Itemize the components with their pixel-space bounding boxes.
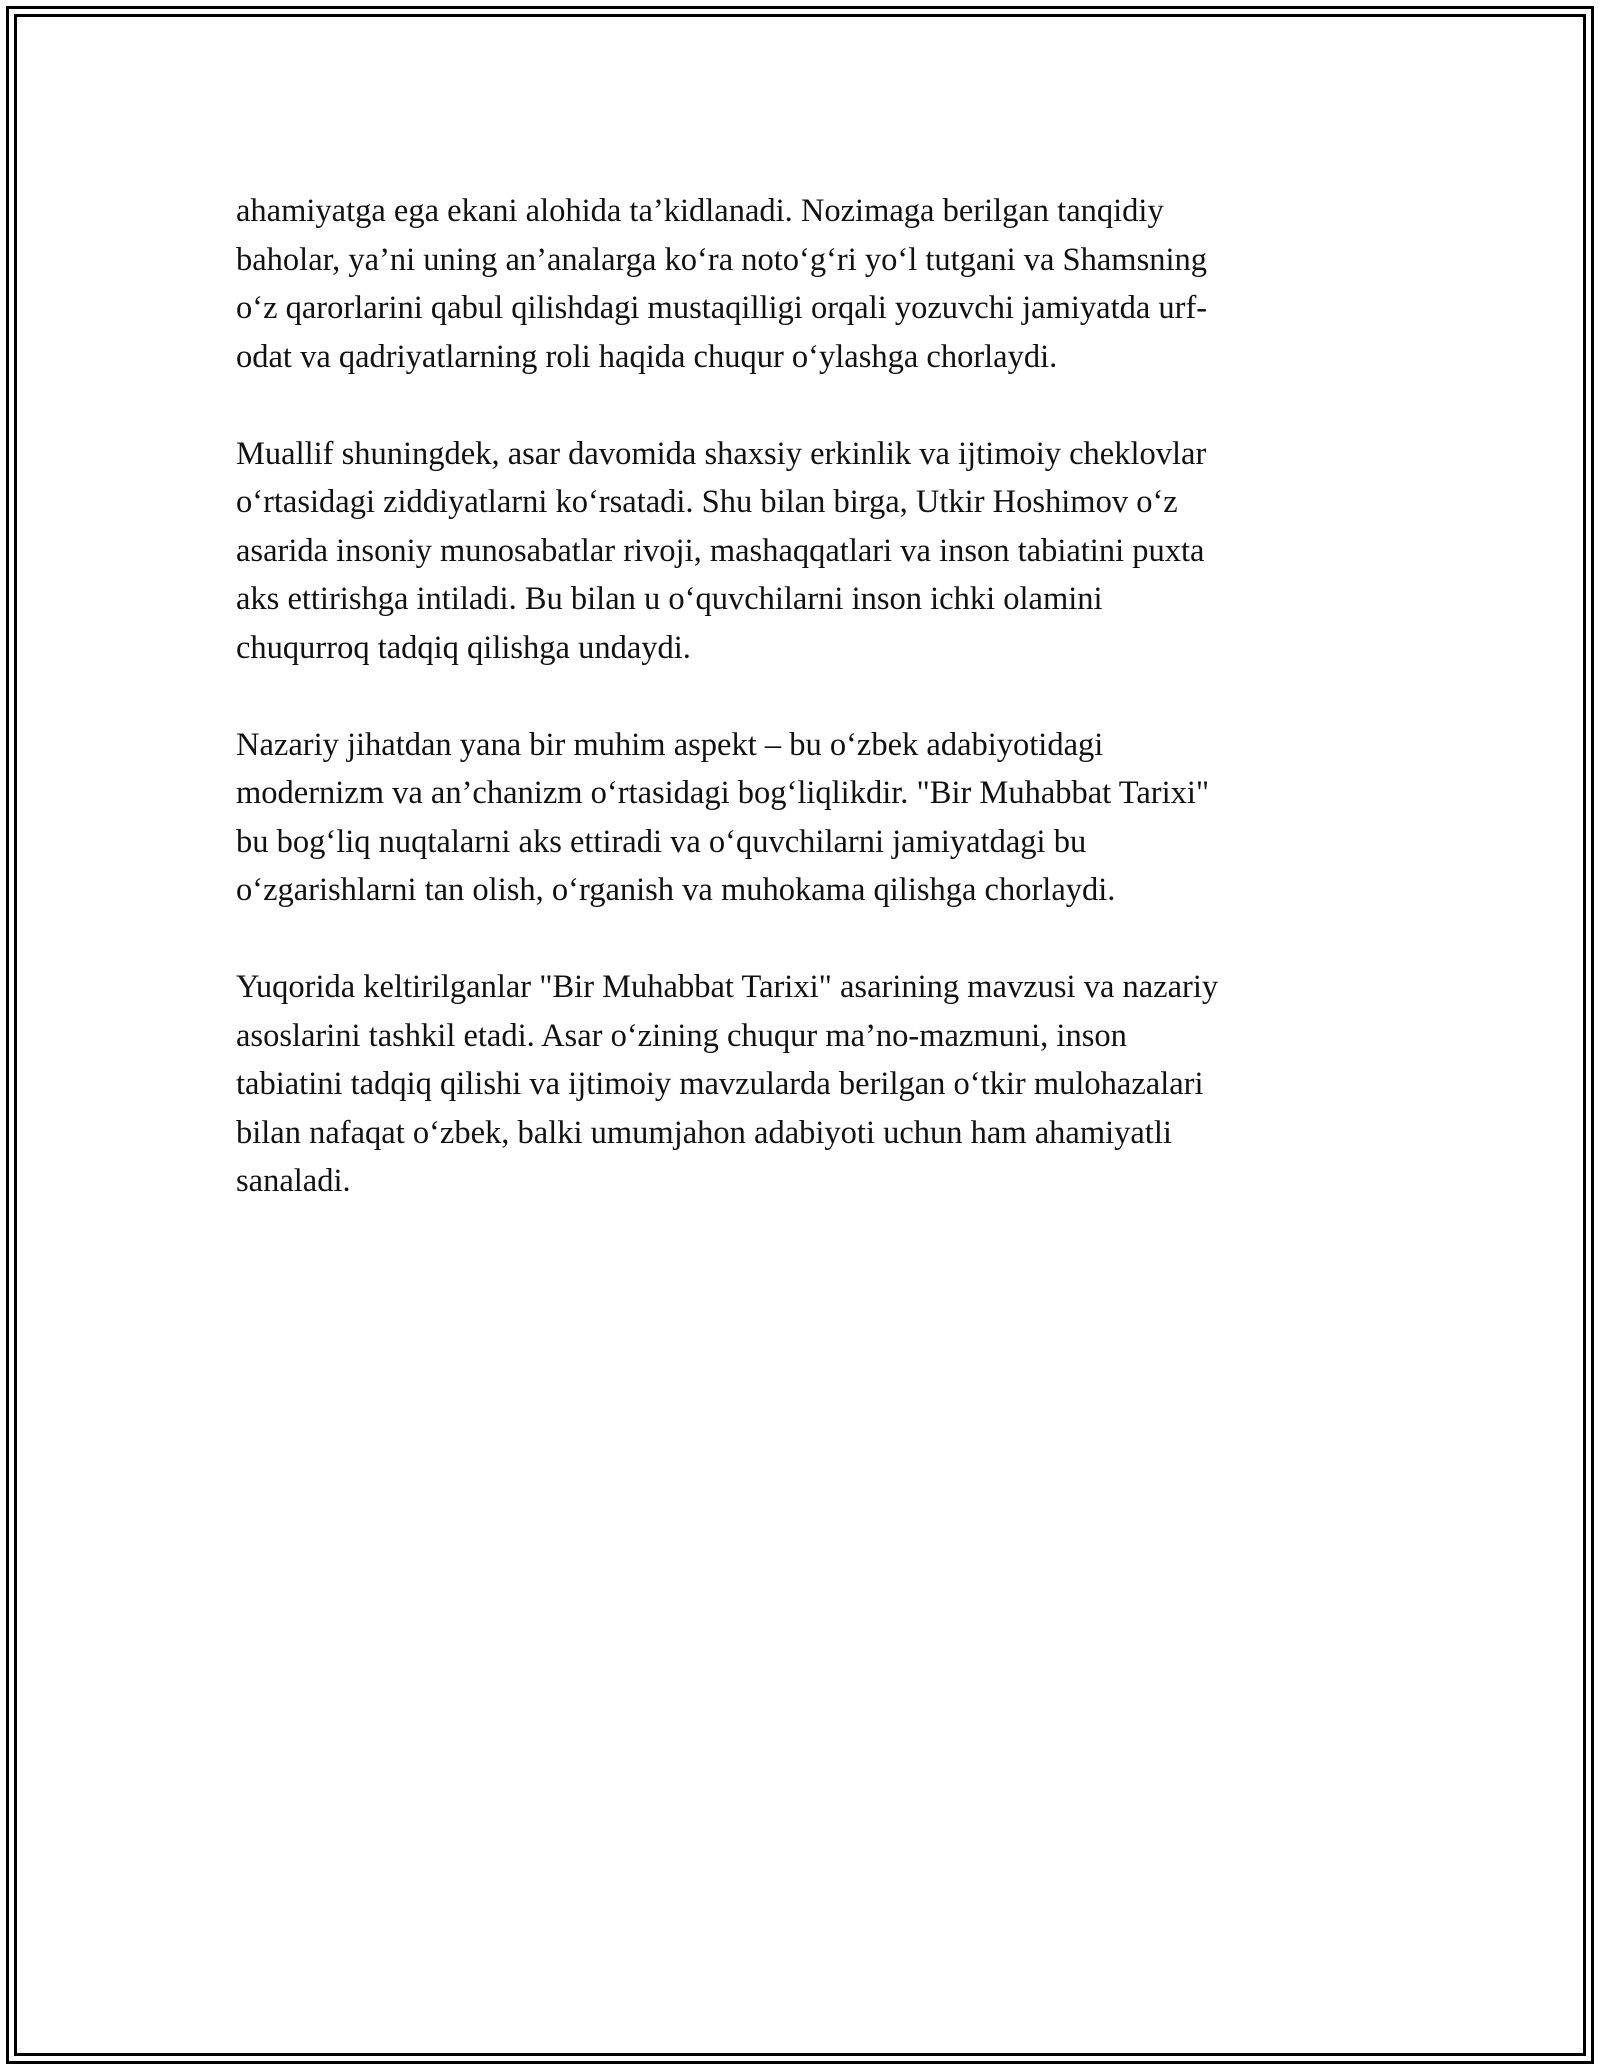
document-body: [236, 187, 1372, 1254]
paragraph-3: Nazariy jihatdan yana bir muhim aspekt – bu o‘zbek adabiyotidagi modernizm va an’chanizm o‘rtasidagi bog‘liqlikdir. "Bir Muhabbat Tarixi" bu bog‘liq nuqtalarni aks ettiradi va o‘quvchilarni jamiyatdagi bu o‘zgarishlarni tan olish, o‘rganish va muhokama qilishga chorlaydi.: [236, 726, 1210, 908]
paragraph-1: ahamiyatga ega ekani alohida ta’kidlanadi. Nozimaga berilgan tanqidiy baholar, ya’ni uning an’analarga ko‘ra noto‘g‘ri yo‘l tutgani va Shamsning o‘z qarorlarini qabul qilishdagi mustaqilligi orqali yozuvchi jamiyatda urf- odat va qadriyatlarning roli haqida chuqur o‘ylashga chorlaydi.: [236, 193, 1208, 375]
paragraph-4: Yuqorida keltirilganlar "Bir Muhabbat Tarixi" asarining mavzusi va nazariy asoslarini tashkil etadi. Asar o‘zining chuqur ma’no-mazmuni, inson tabiatini tadqiq qilishi va ijtimoiy mavzularda berilgan o‘tkir mulohazalari bilan nafaqat o‘zbek, balki umumjahon adabiyoti uchun ham ahamiyatli sanaladi.: [236, 969, 1219, 1199]
paragraph-2: Muallif shuningdek, asar davomida shaxsiy erkinlik va ijtimoiy cheklovlar o‘rtasidagi ziddiyatlarni ko‘rsatadi. Shu bilan birga, Utkir Hoshimov o‘z asarida insoniy munosabatlar rivoji, mashaqqatlari va inson tabiatini puxta aks ettirishga intiladi. Bu bilan u o‘quvchilarni inson ichki olamini chuqurroq tadqiq qilishga undaydi.: [236, 435, 1207, 666]
